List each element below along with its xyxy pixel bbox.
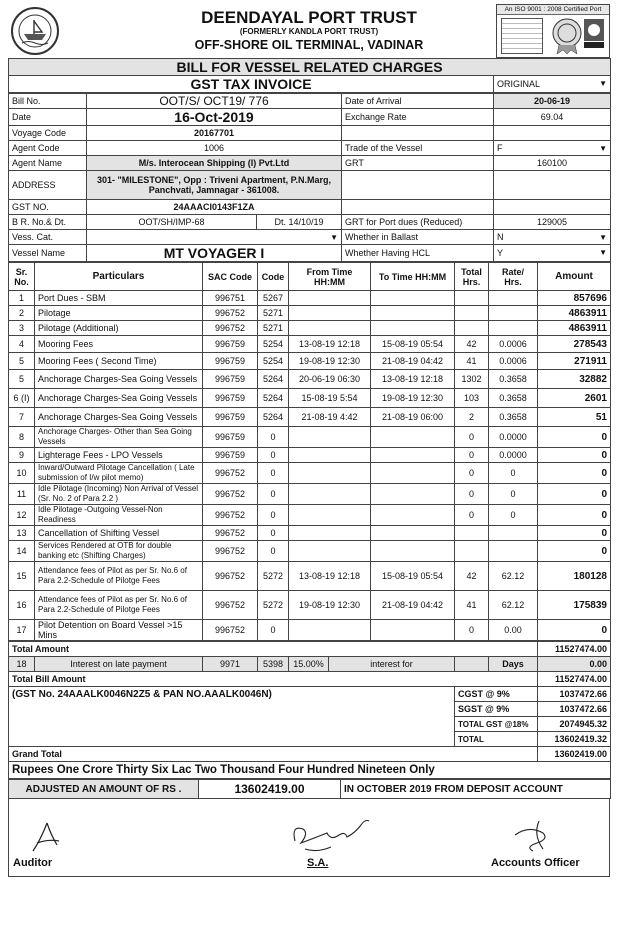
cell-sac: 996759 — [203, 427, 258, 448]
total-amount: 11527474.00 — [538, 642, 611, 657]
cell-rate: 62.12 — [489, 562, 538, 591]
total-bill: 11527474.00 — [538, 672, 611, 687]
agent-name: M/s. Interocean Shipping (I) Pvt.Ltd — [87, 156, 342, 171]
blank-cell — [9, 732, 455, 747]
cell-code: 5254 — [258, 353, 289, 370]
cell-hrs — [455, 321, 489, 336]
cell-amt: 2601 — [538, 389, 611, 408]
org-name: DEENDAYAL PORT TRUST — [201, 8, 417, 27]
cell-hrs: 0 — [455, 505, 489, 526]
cell-part: Cancellation of Shifting Vessel — [35, 526, 203, 541]
chevron-down-icon: ▼ — [599, 79, 608, 88]
cell-part: Idle Pilotage (Incoming) Non Arrival of Vessel (Sr. No. 2 of Para 2.2 ) — [35, 484, 203, 505]
cell-hrs — [455, 306, 489, 321]
table-row — [9, 353, 611, 370]
table-row — [9, 463, 611, 484]
cell-to — [371, 306, 455, 321]
total-bill-label: Total Bill Amount — [9, 672, 538, 687]
cell-rate: 0 — [489, 505, 538, 526]
hcl-value: Y — [497, 248, 504, 258]
br-label: B R. No.& Dt. — [9, 215, 87, 230]
cell-amt: 4863911 — [538, 306, 611, 321]
br-date: Dt. 14/10/19 — [257, 215, 342, 230]
cell-amt: 0 — [538, 463, 611, 484]
interest-code: 5398 — [258, 657, 289, 672]
header — [8, 4, 610, 58]
cell-sac: 996759 — [203, 370, 258, 389]
ballast-label: Whether in Ballast — [342, 230, 494, 245]
cell-code: 5264 — [258, 389, 289, 408]
cell-amt: 32882 — [538, 370, 611, 389]
auditor-signature-icon — [27, 821, 67, 855]
col-sr: Sr. No. — [9, 263, 35, 291]
cell-sac: 996752 — [203, 306, 258, 321]
ballast-select[interactable] — [494, 230, 611, 245]
voyage-code: 20167701 — [87, 126, 342, 141]
interest-sac: 9971 — [203, 657, 258, 672]
cell-from: 21-08-19 4:42 — [289, 408, 371, 427]
cell-sr: 17 — [9, 620, 35, 641]
nabcb-icon — [583, 18, 605, 50]
cell-sac: 996752 — [203, 591, 258, 620]
cell-part: Anchorage Charges- Other than Sea Going Vessels — [35, 427, 203, 448]
total-amount-label: Total Amount — [9, 642, 538, 657]
table-row — [9, 620, 611, 641]
cell-hrs — [455, 291, 489, 306]
cell-rate: 62.12 — [489, 591, 538, 620]
grand-total: 13602419.00 — [538, 747, 611, 762]
cell-sr: 16 — [9, 591, 35, 620]
col-sac: SAC Code — [203, 263, 258, 291]
table-row — [9, 591, 611, 620]
cell-hrs: 42 — [455, 336, 489, 353]
table-row — [9, 321, 611, 336]
blank-cell — [342, 200, 494, 215]
blank-cell — [494, 126, 611, 141]
cell-sr: 8 — [9, 427, 35, 448]
col-from: From Time HH:MM — [289, 263, 371, 291]
cell-from: 20-06-19 06:30 — [289, 370, 371, 389]
cell-code: 5271 — [258, 306, 289, 321]
cell-rate: 0.0000 — [489, 427, 538, 448]
copy-value: ORIGINAL — [497, 79, 541, 89]
cell-rate — [489, 306, 538, 321]
cell-rate: 0.00 — [489, 620, 538, 641]
table-row — [9, 389, 611, 408]
table-row — [9, 505, 611, 526]
cell-sr: 5 — [9, 370, 35, 389]
cell-to — [371, 484, 455, 505]
cell-code: 0 — [258, 427, 289, 448]
adjusted-label: ADJUSTED AN AMOUNT OF RS . — [9, 780, 199, 799]
vessel-name: MT VOYAGER I — [87, 245, 342, 262]
blank-cell — [494, 200, 611, 215]
cell-from: 15-08-19 5:54 — [289, 389, 371, 408]
cell-sac: 996752 — [203, 484, 258, 505]
cell-amt: 0 — [538, 427, 611, 448]
grt-reduced: 129005 — [494, 215, 611, 230]
chevron-down-icon: ▼ — [599, 248, 607, 257]
cell-sr: 5 — [9, 353, 35, 370]
blank-cell — [342, 171, 494, 200]
vessel-category-label: Vess. Cat. — [9, 230, 87, 245]
cell-rate: 0 — [489, 484, 538, 505]
cell-from: 13-08-19 12:18 — [289, 336, 371, 353]
cell-to — [371, 541, 455, 562]
cell-part: Attendance fees of Pilot as per Sr. No.6 of Para 2.2-Schedule of Pilotge Fees — [35, 591, 203, 620]
blank-cell — [455, 657, 489, 672]
cell-sac: 996752 — [203, 526, 258, 541]
cell-to: 15-08-19 05:54 — [371, 562, 455, 591]
interest-label: Interest on late payment — [35, 657, 203, 672]
table-row — [9, 291, 611, 306]
cell-to — [371, 505, 455, 526]
seal-icon — [551, 17, 583, 55]
cell-from — [289, 448, 371, 463]
cell-sr: 4 — [9, 336, 35, 353]
cell-sr: 15 — [9, 562, 35, 591]
grt-reduced-label: GRT for Port dues (Reduced) — [342, 215, 494, 230]
adjustment-table — [8, 779, 611, 799]
certificate-icon — [501, 18, 543, 54]
cell-amt: 51 — [538, 408, 611, 427]
cell-hrs — [455, 526, 489, 541]
cell-code: 5264 — [258, 370, 289, 389]
cell-code: 0 — [258, 463, 289, 484]
cell-sac: 996759 — [203, 353, 258, 370]
cell-sr: 1 — [9, 291, 35, 306]
cell-amt: 0 — [538, 505, 611, 526]
cell-sr: 9 — [9, 448, 35, 463]
arrival-label: Date of Arrival — [342, 94, 494, 109]
cell-to: 21-08-19 06:00 — [371, 408, 455, 427]
address-label: ADDRESS — [9, 171, 87, 200]
interest-sr: 18 — [9, 657, 35, 672]
cell-code: 0 — [258, 484, 289, 505]
cell-to — [371, 448, 455, 463]
cell-part: Mooring Fees ( Second Time) — [35, 353, 203, 370]
total-label: TOTAL — [455, 732, 538, 747]
cell-to: 13-08-19 12:18 — [371, 370, 455, 389]
table-row — [9, 484, 611, 505]
col-code: Code — [258, 263, 289, 291]
address: 301- "MILESTONE", Opp : Triveni Apartment, P.N.Marg, Panchvati, Jamnagar - 361008. — [87, 171, 342, 200]
cell-hrs: 1302 — [455, 370, 489, 389]
cell-amt: 0 — [538, 526, 611, 541]
cell-amt: 175839 — [538, 591, 611, 620]
table-row — [9, 562, 611, 591]
ao-label: Accounts Officer — [491, 857, 580, 869]
col-rate: Rate/ Hrs. — [489, 263, 538, 291]
cell-to — [371, 291, 455, 306]
adjusted-note: IN OCTOBER 2019 FROM DEPOSIT ACCOUNT — [341, 780, 611, 799]
cell-hrs: 103 — [455, 389, 489, 408]
blank-cell — [342, 126, 494, 141]
cell-part: Inward/Outward Pilotage Cancellation ( Late submission of I/w pilot memo) — [35, 463, 203, 484]
bill-no-label: Bill No. — [9, 94, 87, 109]
cell-sr: 13 — [9, 526, 35, 541]
cell-from — [289, 427, 371, 448]
cell-code: 0 — [258, 541, 289, 562]
cell-sr: 10 — [9, 463, 35, 484]
cell-rate: 0.3658 — [489, 389, 538, 408]
grand-total-label: Grand Total — [9, 747, 538, 762]
cell-amt: 0 — [538, 448, 611, 463]
former-name: (FORMERLY KANDLA PORT TRUST) — [239, 27, 379, 36]
iso-text: An ISO 9001 : 2008 Certified Port — [497, 5, 609, 15]
cell-code: 5271 — [258, 321, 289, 336]
cell-sr: 7 — [9, 408, 35, 427]
cell-code: 5254 — [258, 336, 289, 353]
exchange-label: Exchange Rate — [342, 109, 494, 126]
cell-sac: 996759 — [203, 389, 258, 408]
cell-from — [289, 291, 371, 306]
blank-cell — [9, 702, 455, 717]
cell-code: 0 — [258, 620, 289, 641]
cell-part: Mooring Fees — [35, 336, 203, 353]
cell-part: Anchorage Charges-Sea Going Vessels — [35, 408, 203, 427]
cell-code: 5264 — [258, 408, 289, 427]
cell-sac: 996759 — [203, 336, 258, 353]
agent-code-label: Agent Code — [9, 141, 87, 156]
cell-sr: 2 — [9, 306, 35, 321]
chevron-down-icon: ▼ — [330, 233, 338, 242]
cell-sac: 996752 — [203, 620, 258, 641]
header-table — [8, 58, 611, 93]
cell-hrs — [455, 541, 489, 562]
bill-date: 16-Oct-2019 — [87, 109, 342, 126]
cell-from — [289, 620, 371, 641]
cell-hrs: 41 — [455, 591, 489, 620]
cell-from: 19-08-19 12:30 — [289, 591, 371, 620]
cell-to: 21-08-19 04:42 — [371, 591, 455, 620]
cell-rate — [489, 526, 538, 541]
cell-from — [289, 541, 371, 562]
cell-amt: 271911 — [538, 353, 611, 370]
cell-rate — [489, 541, 538, 562]
cell-rate — [489, 291, 538, 306]
bill-no: OOT/S/ OCT19/ 776 — [87, 94, 342, 109]
invoice-page — [8, 4, 610, 877]
table-row — [9, 336, 611, 353]
total-with-gst: 13602419.32 — [538, 732, 611, 747]
cell-amt: 0 — [538, 620, 611, 641]
cell-hrs: 0 — [455, 427, 489, 448]
cell-part: Port Dues - SBM — [35, 291, 203, 306]
vessel-category-select[interactable] — [87, 230, 342, 245]
cell-from: 13-08-19 12:18 — [289, 562, 371, 591]
interest-for: interest for — [329, 657, 455, 672]
cell-from — [289, 484, 371, 505]
cell-from — [289, 321, 371, 336]
br-number: OOT/SH/IMP-68 — [87, 215, 257, 230]
bill-title: BILL FOR VESSEL RELATED CHARGES — [9, 59, 611, 76]
cell-code: 5267 — [258, 291, 289, 306]
adjusted-amount: 13602419.00 — [199, 780, 341, 799]
blank-cell — [9, 717, 455, 732]
cell-code: 0 — [258, 505, 289, 526]
chevron-down-icon: ▼ — [599, 233, 607, 242]
table-row — [9, 408, 611, 427]
cell-sr: 12 — [9, 505, 35, 526]
cell-rate: 0.3658 — [489, 408, 538, 427]
col-to: To Time HH:MM — [371, 263, 455, 291]
hcl-label: Whether Having HCL — [342, 245, 494, 262]
cell-part: Pilot Detention on Board Vessel >15 Mins — [35, 620, 203, 641]
interest-amount: 0.00 — [538, 657, 611, 672]
cell-part: Pilotage (Additional) — [35, 321, 203, 336]
sgst-label: SGST @ 9% — [455, 702, 538, 717]
cell-hrs: 41 — [455, 353, 489, 370]
cell-rate: 0.0000 — [489, 448, 538, 463]
cell-part: Anchorage Charges-Sea Going Vessels — [35, 389, 203, 408]
cell-hrs: 42 — [455, 562, 489, 591]
sa-signature-icon — [287, 811, 387, 857]
cell-amt: 0 — [538, 484, 611, 505]
charge-rows — [9, 291, 611, 641]
cell-from — [289, 505, 371, 526]
cell-to — [371, 463, 455, 484]
table-row — [9, 306, 611, 321]
invoice-title: GST TAX INVOICE — [9, 76, 494, 93]
cell-to — [371, 321, 455, 336]
cell-rate: 0.3658 — [489, 370, 538, 389]
hcl-select[interactable] — [494, 245, 611, 262]
interest-rate: 15.00% — [289, 657, 329, 672]
col-amount: Amount — [538, 263, 611, 291]
cell-code: 5272 — [258, 562, 289, 591]
auditor-label: Auditor — [13, 857, 53, 869]
cell-amt: 180128 — [538, 562, 611, 591]
chevron-down-icon: ▼ — [599, 144, 607, 153]
cell-sr: 3 — [9, 321, 35, 336]
trade-value: F — [497, 143, 503, 153]
cgst-label: CGST @ 9% — [455, 687, 538, 702]
ao-signature-icon — [509, 815, 559, 855]
iso-certification-box — [496, 4, 610, 58]
grt-value: 160100 — [494, 156, 611, 171]
cell-sr: 11 — [9, 484, 35, 505]
cell-from — [289, 306, 371, 321]
col-hrs: Total Hrs. — [455, 263, 489, 291]
info-table — [8, 93, 611, 262]
cell-amt: 278543 — [538, 336, 611, 353]
signature-area — [8, 799, 610, 877]
date-label: Date — [9, 109, 87, 126]
amount-in-words: Rupees One Crore Thirty Six Lac Two Thousand Four Hundred Nineteen Only — [9, 762, 611, 779]
cell-code: 0 — [258, 526, 289, 541]
interest-days: Days — [489, 657, 538, 672]
table-row — [9, 448, 611, 463]
agent-gst: 24AAACI0143F1ZA — [87, 200, 342, 215]
gst-pan: (GST No. 24AAALK0046N2Z5 & PAN NO.AAALK0046N) — [9, 687, 455, 702]
grt-label: GRT — [342, 156, 494, 171]
agent-name-label: Agent Name — [9, 156, 87, 171]
cell-from — [289, 463, 371, 484]
vessel-label: Vessel Name — [9, 245, 87, 262]
total-gst-label: TOTAL GST @18% — [455, 717, 538, 732]
cell-to — [371, 526, 455, 541]
cell-to: 21-08-19 04:42 — [371, 353, 455, 370]
table-row — [9, 541, 611, 562]
exchange-rate: 69.04 — [494, 109, 611, 126]
cell-amt: 0 — [538, 541, 611, 562]
col-particulars: Particulars — [35, 263, 203, 291]
cell-hrs: 0 — [455, 484, 489, 505]
gst-label: GST NO. — [9, 200, 87, 215]
table-row — [9, 427, 611, 448]
cell-sac: 996759 — [203, 448, 258, 463]
cell-to — [371, 427, 455, 448]
cell-code: 0 — [258, 448, 289, 463]
cell-from: 19-08-19 12:30 — [289, 353, 371, 370]
cell-sr: 6 (I) — [9, 389, 35, 408]
cell-from — [289, 526, 371, 541]
cell-hrs: 2 — [455, 408, 489, 427]
cell-part: Idle Pilotage -Outgoing Vessel-Non Readiness — [35, 505, 203, 526]
cell-sr: 14 — [9, 541, 35, 562]
sgst: 1037472.66 — [538, 702, 611, 717]
copy-select[interactable] — [494, 76, 611, 93]
cell-sac: 996752 — [203, 541, 258, 562]
cell-sac: 996751 — [203, 291, 258, 306]
cell-part: Services Rendered at OTB for double banking etc (Shifting Charges) — [35, 541, 203, 562]
cell-amt: 857696 — [538, 291, 611, 306]
cell-sac: 996752 — [203, 321, 258, 336]
table-row — [9, 370, 611, 389]
cell-code: 5272 — [258, 591, 289, 620]
charges-table — [8, 262, 611, 641]
cell-rate: 0.0006 — [489, 353, 538, 370]
cell-sac: 996752 — [203, 562, 258, 591]
cgst: 1037472.66 — [538, 687, 611, 702]
table-row — [9, 526, 611, 541]
cell-part: Anchorage Charges-Sea Going Vessels — [35, 370, 203, 389]
blank-cell — [494, 171, 611, 200]
cell-part: Pilotage — [35, 306, 203, 321]
cell-rate — [489, 321, 538, 336]
ballast-value: N — [497, 232, 504, 242]
trade-select[interactable] — [494, 141, 611, 156]
total-gst: 2074945.32 — [538, 717, 611, 732]
agent-code: 1006 — [87, 141, 342, 156]
cell-hrs: 0 — [455, 620, 489, 641]
cell-rate: 0.0006 — [489, 336, 538, 353]
cell-sac: 996752 — [203, 505, 258, 526]
cell-hrs: 0 — [455, 448, 489, 463]
arrival-date: 20-06-19 — [494, 94, 611, 109]
totals-table — [8, 641, 611, 779]
cell-sac: 996759 — [203, 408, 258, 427]
cell-to: 15-08-19 05:54 — [371, 336, 455, 353]
sa-label: S.A. — [307, 857, 329, 869]
trade-label: Trade of the Vessel — [342, 141, 494, 156]
cell-sac: 996752 — [203, 463, 258, 484]
voyage-label: Voyage Code — [9, 126, 87, 141]
cell-to: 19-08-19 12:30 — [371, 389, 455, 408]
cell-rate: 0 — [489, 463, 538, 484]
cell-to — [371, 620, 455, 641]
cell-part: Attendance fees of Pilot as per Sr. No.6 of Para 2.2-Schedule of Pilotge Fees — [35, 562, 203, 591]
cell-hrs: 0 — [455, 463, 489, 484]
cell-part: Lighterage Fees - LPO Vessels — [35, 448, 203, 463]
terminal-name: OFF-SHORE OIL TERMINAL, VADINAR — [194, 38, 424, 52]
cell-amt: 4863911 — [538, 321, 611, 336]
